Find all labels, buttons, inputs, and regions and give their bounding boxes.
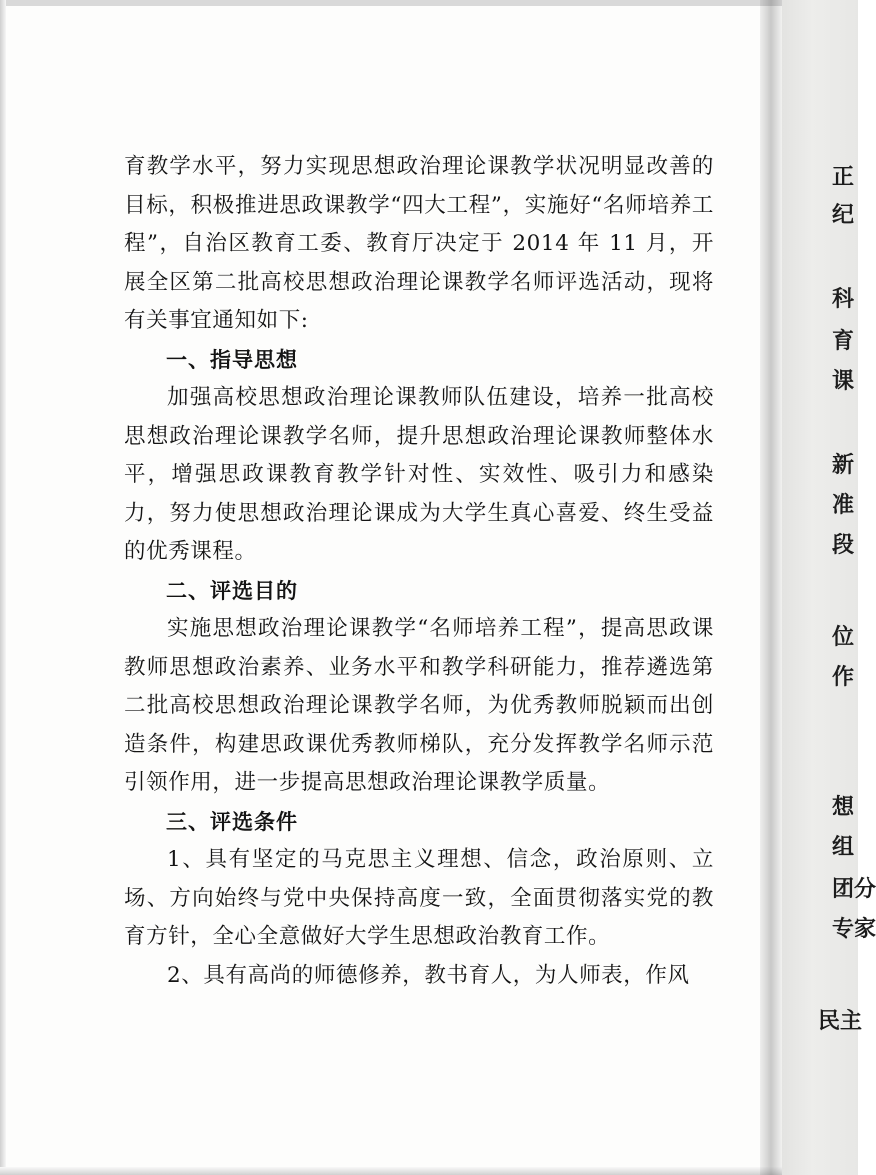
page-fold-shadow (760, 0, 782, 1175)
adjacent-page-fragment: 课 (832, 368, 855, 394)
section-heading: 一、指导思想 (166, 347, 298, 372)
body-paragraph: 2、具有高尚的师德修养，教书育人，为人师表，作风 (167, 962, 690, 988)
scan-bottom-edge (0, 1167, 858, 1175)
adjacent-page-fragment: 想 (832, 794, 855, 820)
adjacent-page-fragment: 纪 (832, 202, 855, 228)
adjacent-page-fragment: 新 (832, 452, 855, 478)
document-body (124, 148, 714, 995)
adjacent-page-fragment: 育 (832, 328, 855, 354)
adjacent-page-fragment: 正 (832, 164, 855, 190)
adjacent-page-fragment: 民主 (818, 1008, 863, 1034)
body-paragraph: 育教学水平，努力实现思想政治理论课教学状况明显改善的目标，积极推进思政课教学“四大工程”，实施好“名师培养工程”，自治区教育工委、教育厅决定于 2014 年 11 月，开展全区第二批高校思想政治理论课教学名师评选活动，现将有关事宜通知如下: (124, 154, 714, 333)
adjacent-page-fragment: 专家 (832, 916, 876, 942)
adjacent-page-fragment: 科 (832, 286, 855, 312)
adjacent-page-fragment: 团分 (832, 876, 876, 902)
adjacent-page-fragment: 作 (832, 664, 855, 690)
scan-top-edge (0, 0, 858, 6)
section-heading: 二、评选目的 (166, 578, 298, 603)
body-paragraph: 加强高校思想政治理论课教师队伍建设，培养一批高校思想政治理论课教学名师，提升思想政治理论课教师整体水平，增强思政课教育教学针对性、实效性、吸引力和感染力，努力使思想政治理论课成为大学生真心喜爱、终生受益的优秀课程。 (124, 385, 714, 564)
scan-left-edge (0, 0, 6, 1175)
adjacent-page (782, 0, 876, 1175)
adjacent-page-fragment: 组 (832, 834, 855, 860)
body-paragraph: 实施思想政治理论课教学“名师培养工程”，提高思政课教师思想政治素养、业务水平和教学科研能力，推荐遴选第二批高校思想政治理论课教学名师，为优秀教师脱颖而出创造条件，构建思政课优秀教师梯队，充分发挥教学名师示范引领作用，进一步提高思想政治理论课教学质量。 (124, 616, 714, 795)
adjacent-page-fragment: 段 (832, 532, 855, 558)
adjacent-page-fragment: 位 (832, 624, 855, 650)
adjacent-page-fragment: 准 (832, 492, 855, 518)
body-paragraph: 1、具有坚定的马克思主义理想、信念，政治原则、立场、方向始终与党中央保持高度一致，全面贯彻落实党的教育方针，全心全意做好大学生思想政治教育工作。 (124, 847, 714, 949)
section-heading: 三、评选条件 (166, 809, 298, 834)
